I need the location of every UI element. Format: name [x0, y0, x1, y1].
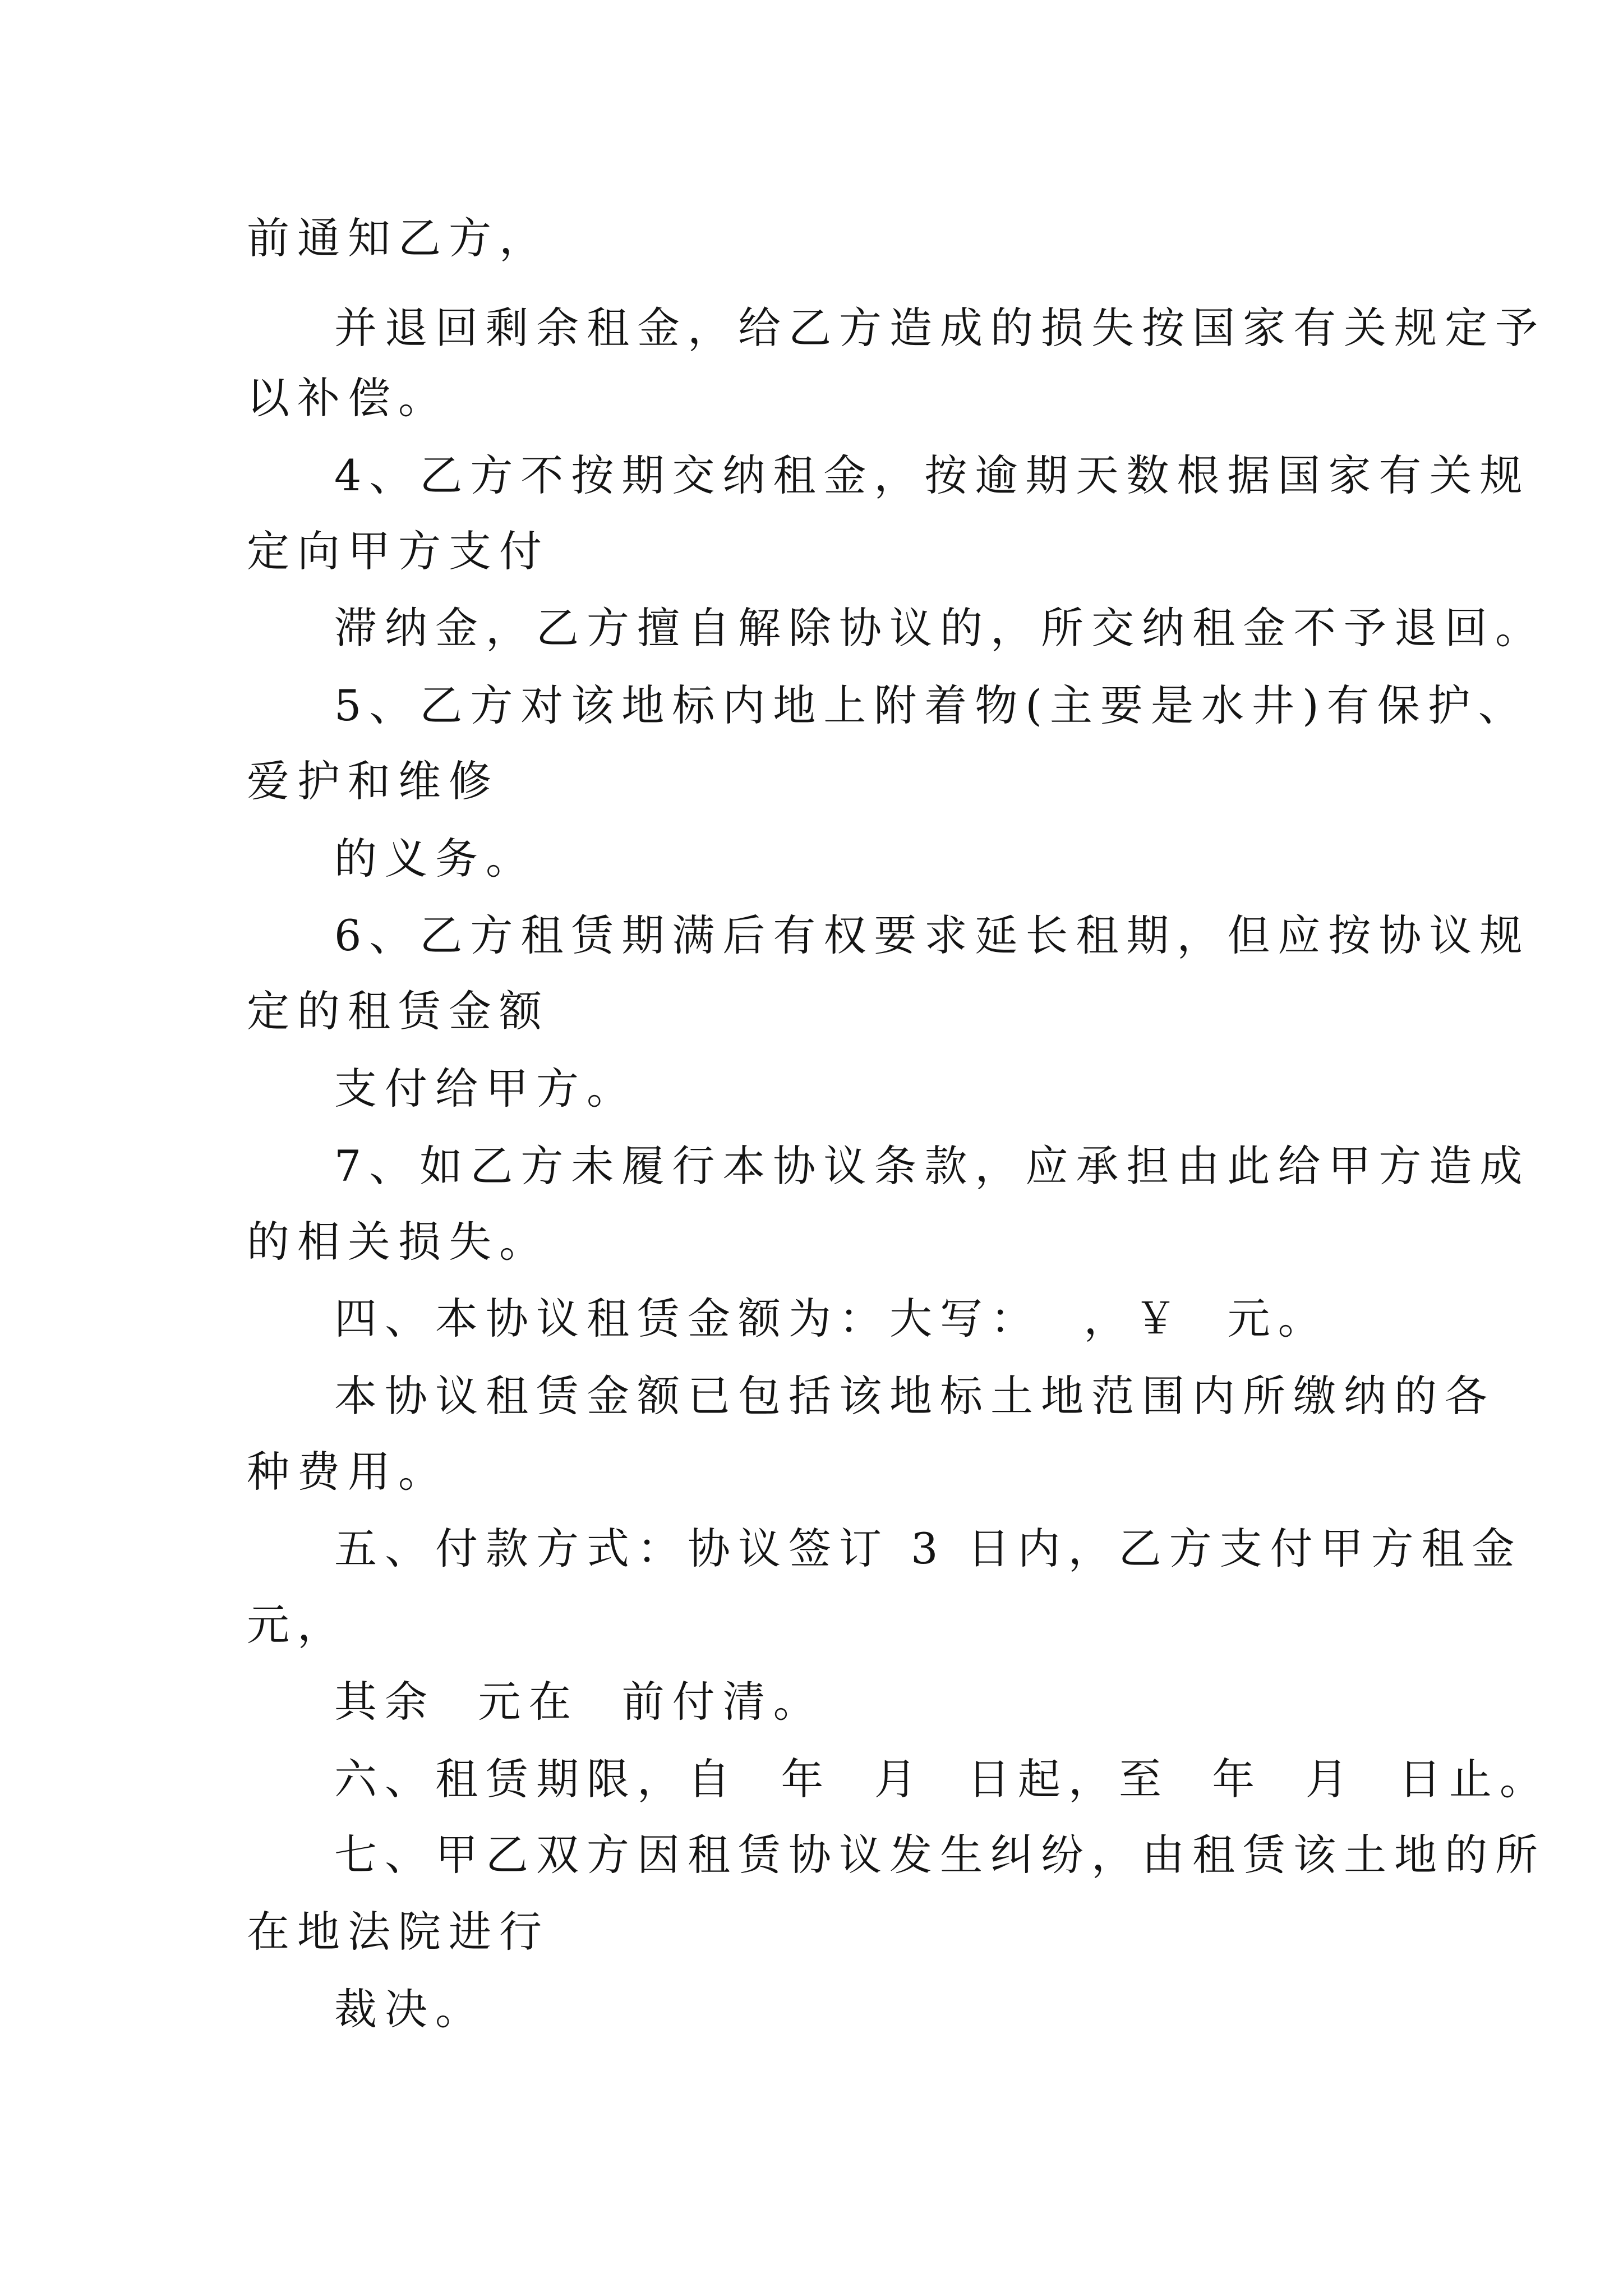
text-line: 定向甲方支付 [247, 526, 550, 576]
text-line: 滞纳金，乙方擅自解除协议的，所交纳租金不予退回。 [334, 603, 1546, 653]
text-line: 七、甲乙双方因租赁协议发生纠纷，由租赁该土地的所 [334, 1830, 1546, 1880]
text-line: 裁决。 [334, 1984, 486, 2034]
text-line: 本协议租赁金额已包括该地标土地范围内所缴纳的各 [334, 1371, 1495, 1421]
text-line: 种费用。 [247, 1447, 449, 1497]
text-line: 五、付款方式：协议签订 3 日内，乙方支付甲方租金 [334, 1524, 1523, 1573]
text-line: 5、乙方对该地标内地上附着物(主要是水井)有保护、 [334, 680, 1529, 730]
text-line: 元， [247, 1600, 348, 1650]
text-line: 以补偿。 [247, 373, 449, 423]
text-line: 在地法院进行 [247, 1907, 550, 1957]
text-line: 的相关损失。 [247, 1217, 550, 1267]
text-line: 定的租赁金额 [247, 986, 550, 1036]
text-line: 7、如乙方未履行本协议条款，应承担由此给甲方造成 [334, 1141, 1530, 1191]
text-line: 其余 元在 前付清。 [334, 1677, 824, 1727]
text-line: 四、本协议租赁金额为：大写： ，￥ 元。 [334, 1294, 1329, 1343]
text-line: 的义务。 [334, 834, 536, 884]
text-line: 六、租赁期限，自 年 月 日起，至 年 月 日止。 [334, 1754, 1550, 1804]
text-line: 爱护和维修 [247, 756, 499, 806]
text-line: 4、乙方不按期交纳租金，按逾期天数根据国家有关规 [334, 450, 1530, 500]
text-line: 前通知乙方， [247, 213, 550, 263]
text-line: 并退回剩余租金，给乙方造成的损失按国家有关规定予 [334, 303, 1546, 353]
text-line: 支付给甲方。 [334, 1064, 637, 1114]
text-line: 6、乙方租赁期满后有权要求延长租期，但应按协议规 [334, 910, 1530, 960]
